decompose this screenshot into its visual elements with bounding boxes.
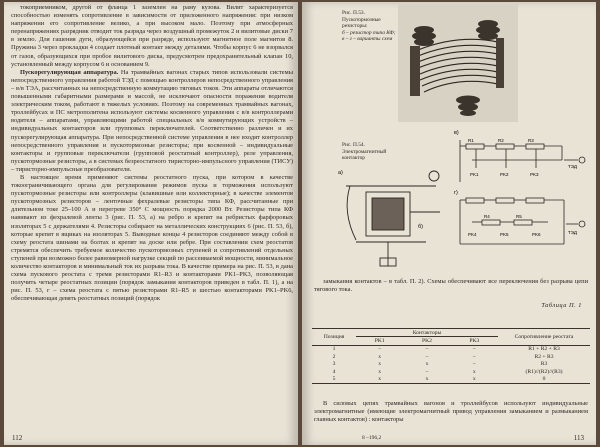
- table-cell: (R1)//(R2)//(R3): [525, 368, 563, 375]
- schematic-c-label: в): [454, 130, 459, 136]
- pk1-label: PK1: [470, 172, 479, 177]
- left-page: [4, 2, 298, 445]
- table-cell: –: [472, 346, 476, 353]
- figure-resistor-photo: [398, 4, 518, 122]
- paragraph-control-equipment: [11, 69, 293, 174]
- table-cell: –: [378, 346, 382, 353]
- table-cell: –: [425, 368, 429, 375]
- table-cell: x: [378, 368, 382, 375]
- table-cell: 0: [542, 376, 546, 383]
- table-cell: –: [472, 353, 476, 360]
- r4-label: R4: [484, 214, 490, 219]
- page-number-right: 113: [573, 434, 584, 442]
- pk3-label: PK3: [530, 172, 539, 177]
- table-header-row: [312, 329, 590, 337]
- paragraph-rheostat: В настоящее время применяют системы реостатного пуска, при котором в качестве токоограничивающего органа для регулирования режимов пуска и торможения используют пускотормозные резисторы или контроллеры (клавишные или коллекторные); в качестве элементов пускотормозных резисторов – ленточные фехралевые резисторы типа КФ, рассчитанные при длительном токе 25–100 А и перегреве 350° С мощность порядка 2000 Вт. Резисторы типа КФ навивают из фехралевой ленты 3 (рис. П. 53, а) на ребро и крепят на ребристых фарфоровых изоляторах 5 с держателями 4. Резисторы собирают на металлических конструкциях 6 (рис. П. 53, б), которые крепят в ящиках на изоляторах 5. Выводные концы 4 резисторов соединяют между собой в схему реостата шинами на болтах и крепят на доске или ребре. При составлении схем реостатов стремятся обеспечить требуемое количество пускотормозных ступеней и сопротивлений отдельных ступеней при возможно более равномерной нагрузке секций по рассеиваемой мощности, минимальное количество контакторов и минимальный ток их разрыва тока. В качестве примера на рис. П. 53, в дана схема пускового реостата с тремя резисторами R1–R3 и контакторами PK1–PK3, позволяющая получить четыре реостатных позиции (порядок замыкания контакторов приведен в табл. П. 1), а на рис. П. 53, г – схема реостата с пятью резисторами R1–R5 и шестью контакторами PK1–PK6, обеспечивающая девять реостатных позиций (порядок: [11, 173, 293, 303]
- footer-mark: 8 –196,2: [362, 435, 382, 441]
- table-row: [312, 375, 590, 383]
- bottom-text: [314, 400, 588, 424]
- table-cell: R1 + R2 + R3: [528, 346, 560, 353]
- header-position: Позиция: [323, 333, 345, 340]
- table-cell: x: [378, 353, 382, 360]
- r5-label: R5: [516, 214, 522, 219]
- table-row: [312, 368, 590, 375]
- after-figure-text: [314, 278, 588, 294]
- left-column: [11, 4, 293, 303]
- r2-label: R2: [498, 138, 504, 143]
- table-cell: 5: [332, 376, 336, 383]
- after-figure-paragraph: замыкания контактов – в табл. П. 2). Схемы обеспечивают все переключения без разрыва цепи тягового тока.: [314, 278, 588, 293]
- table-row: [312, 345, 590, 353]
- contactor-b-label: б): [418, 224, 423, 230]
- table-cell: x: [425, 376, 429, 383]
- table-cell: 1: [332, 346, 336, 353]
- pk6-label: PK6: [532, 232, 541, 237]
- contactor-a-label: а): [338, 170, 343, 176]
- page-number-left: 112: [12, 434, 23, 442]
- table-title: Таблица П. 1: [541, 302, 582, 309]
- position-table: [312, 328, 590, 385]
- header-resistance: Сопротивление реостата: [514, 333, 574, 340]
- table-cell: x: [472, 376, 476, 383]
- pk4-label: PK4: [468, 232, 477, 237]
- table-cell: 4: [332, 368, 336, 375]
- paragraph-vilit: токоприемником, другой от фланца 1 заземлен на раму кузова. Вилит характеризуется способностью изменять сопротивление в зависимости от приложенного напряжения: при низком напряжении его сопротивление велико, а при высоком мало. Поэтому при атмосферных перенапряжениях разрядник отводит ток разряда через воздушный промежуток 2 и вилитовые диски 7 в землю. Для гашения дуги, образующейся при разряде, используют магнитное поле магнитов 8. Пружина 3 через прокладки 4 создает плотный контакт между деталями. Чтобы корпус 6 не взорвался от газов, образующихся при пробое вилитового диска, предусмотрен предохранительный клапан 10, установленный между корпусом 6 и основанием 9.: [11, 4, 293, 68]
- subheader-pk1: PK1: [356, 337, 403, 345]
- section-heading: Пускорегулирующая аппаратура.: [20, 68, 119, 76]
- table-bottom-rule: [312, 383, 590, 385]
- table-cell: R3: [540, 361, 548, 368]
- table-row: [312, 361, 590, 368]
- subheader-pk2: PK2: [403, 337, 450, 345]
- header-contactors: Контакторы: [412, 329, 442, 336]
- pk5-label: PK5: [500, 232, 509, 237]
- tzd-label-g: ТЭД: [568, 230, 577, 235]
- table-cell: 3: [332, 361, 336, 368]
- table-cell: R2 + R3: [534, 353, 554, 360]
- figure-54-title: Рис. П.54. Электромагнитный контактор: [342, 142, 387, 161]
- subheader-pk3: PK3: [451, 337, 498, 345]
- figure-53-body: б – резистор типа КФ; в – г – варианты схем: [342, 29, 396, 42]
- r1-label: R1: [468, 138, 474, 143]
- figure-53-caption: [342, 10, 398, 43]
- table-cell: x: [378, 376, 382, 383]
- paragraph-control-equipment-text: На трамвайных вагонах старых типов использовали системы непосредственного управления работой ТЭД с помощью контроллеров непосредственного управления – в/в ТЭА, рассчитанных на непосредственную коммутацию тяговых токов. Эти аппараты отличаются повышенными габаритными размерами и массой, не исключают опасности поражения водителя электрическим током, работают в тяжелых условиях. Поэтому на современных трамвайных вагонах, троллейбусах и ПС метрополитена используют системы косвенного управления с в/в контроллерами водителя – аппаратами, управляющими работой специальных в/в коммутирующих устройств – индивидуальных контакторов или групповых переключателей. Соответственно различен и их пускорегулирующая аппаратура. При непосредственной системе управления в нее входят контроллер непосредственного управления и пускотормозные резисторы; при косвенной – индивидуальные контакторы и групповые переключатели (групповой реостатный контроллер), реле управления, пускотормозные резисторы, а в системах безреостатного тиристорно-импульсного управления (ТИСУ) – тиристорно-импульсные преобразователи.: [11, 68, 293, 173]
- table-cell: –: [472, 361, 476, 368]
- table-row: [312, 353, 590, 360]
- schematic-g-label: г): [454, 190, 458, 196]
- figure-contactor-drawing: [336, 162, 452, 272]
- bottom-paragraph: В силовых цепях трамвайных вагонов и троллейбусов используют индивидуальные электромагнитные (имеющие электромагнитный привод управления замыканием и размыканием главных контактов) : контакторы: [314, 400, 588, 423]
- r3-label: R3: [528, 138, 534, 143]
- figure-schematics: [452, 120, 594, 270]
- tzd-label-c: ТЭД: [568, 164, 577, 169]
- table-cell: x: [378, 361, 382, 368]
- figure-54-caption: [342, 142, 402, 162]
- figure-53-title: Рис. П.53. Пускотормозные резисторы:: [342, 10, 381, 29]
- table-cell: x: [425, 361, 429, 368]
- table-cell: –: [425, 346, 429, 353]
- table-cell: 2: [332, 353, 336, 360]
- table-cell: x: [472, 368, 476, 375]
- right-page: [302, 2, 596, 445]
- table-cell: –: [425, 353, 429, 360]
- pk2-label: PK2: [500, 172, 509, 177]
